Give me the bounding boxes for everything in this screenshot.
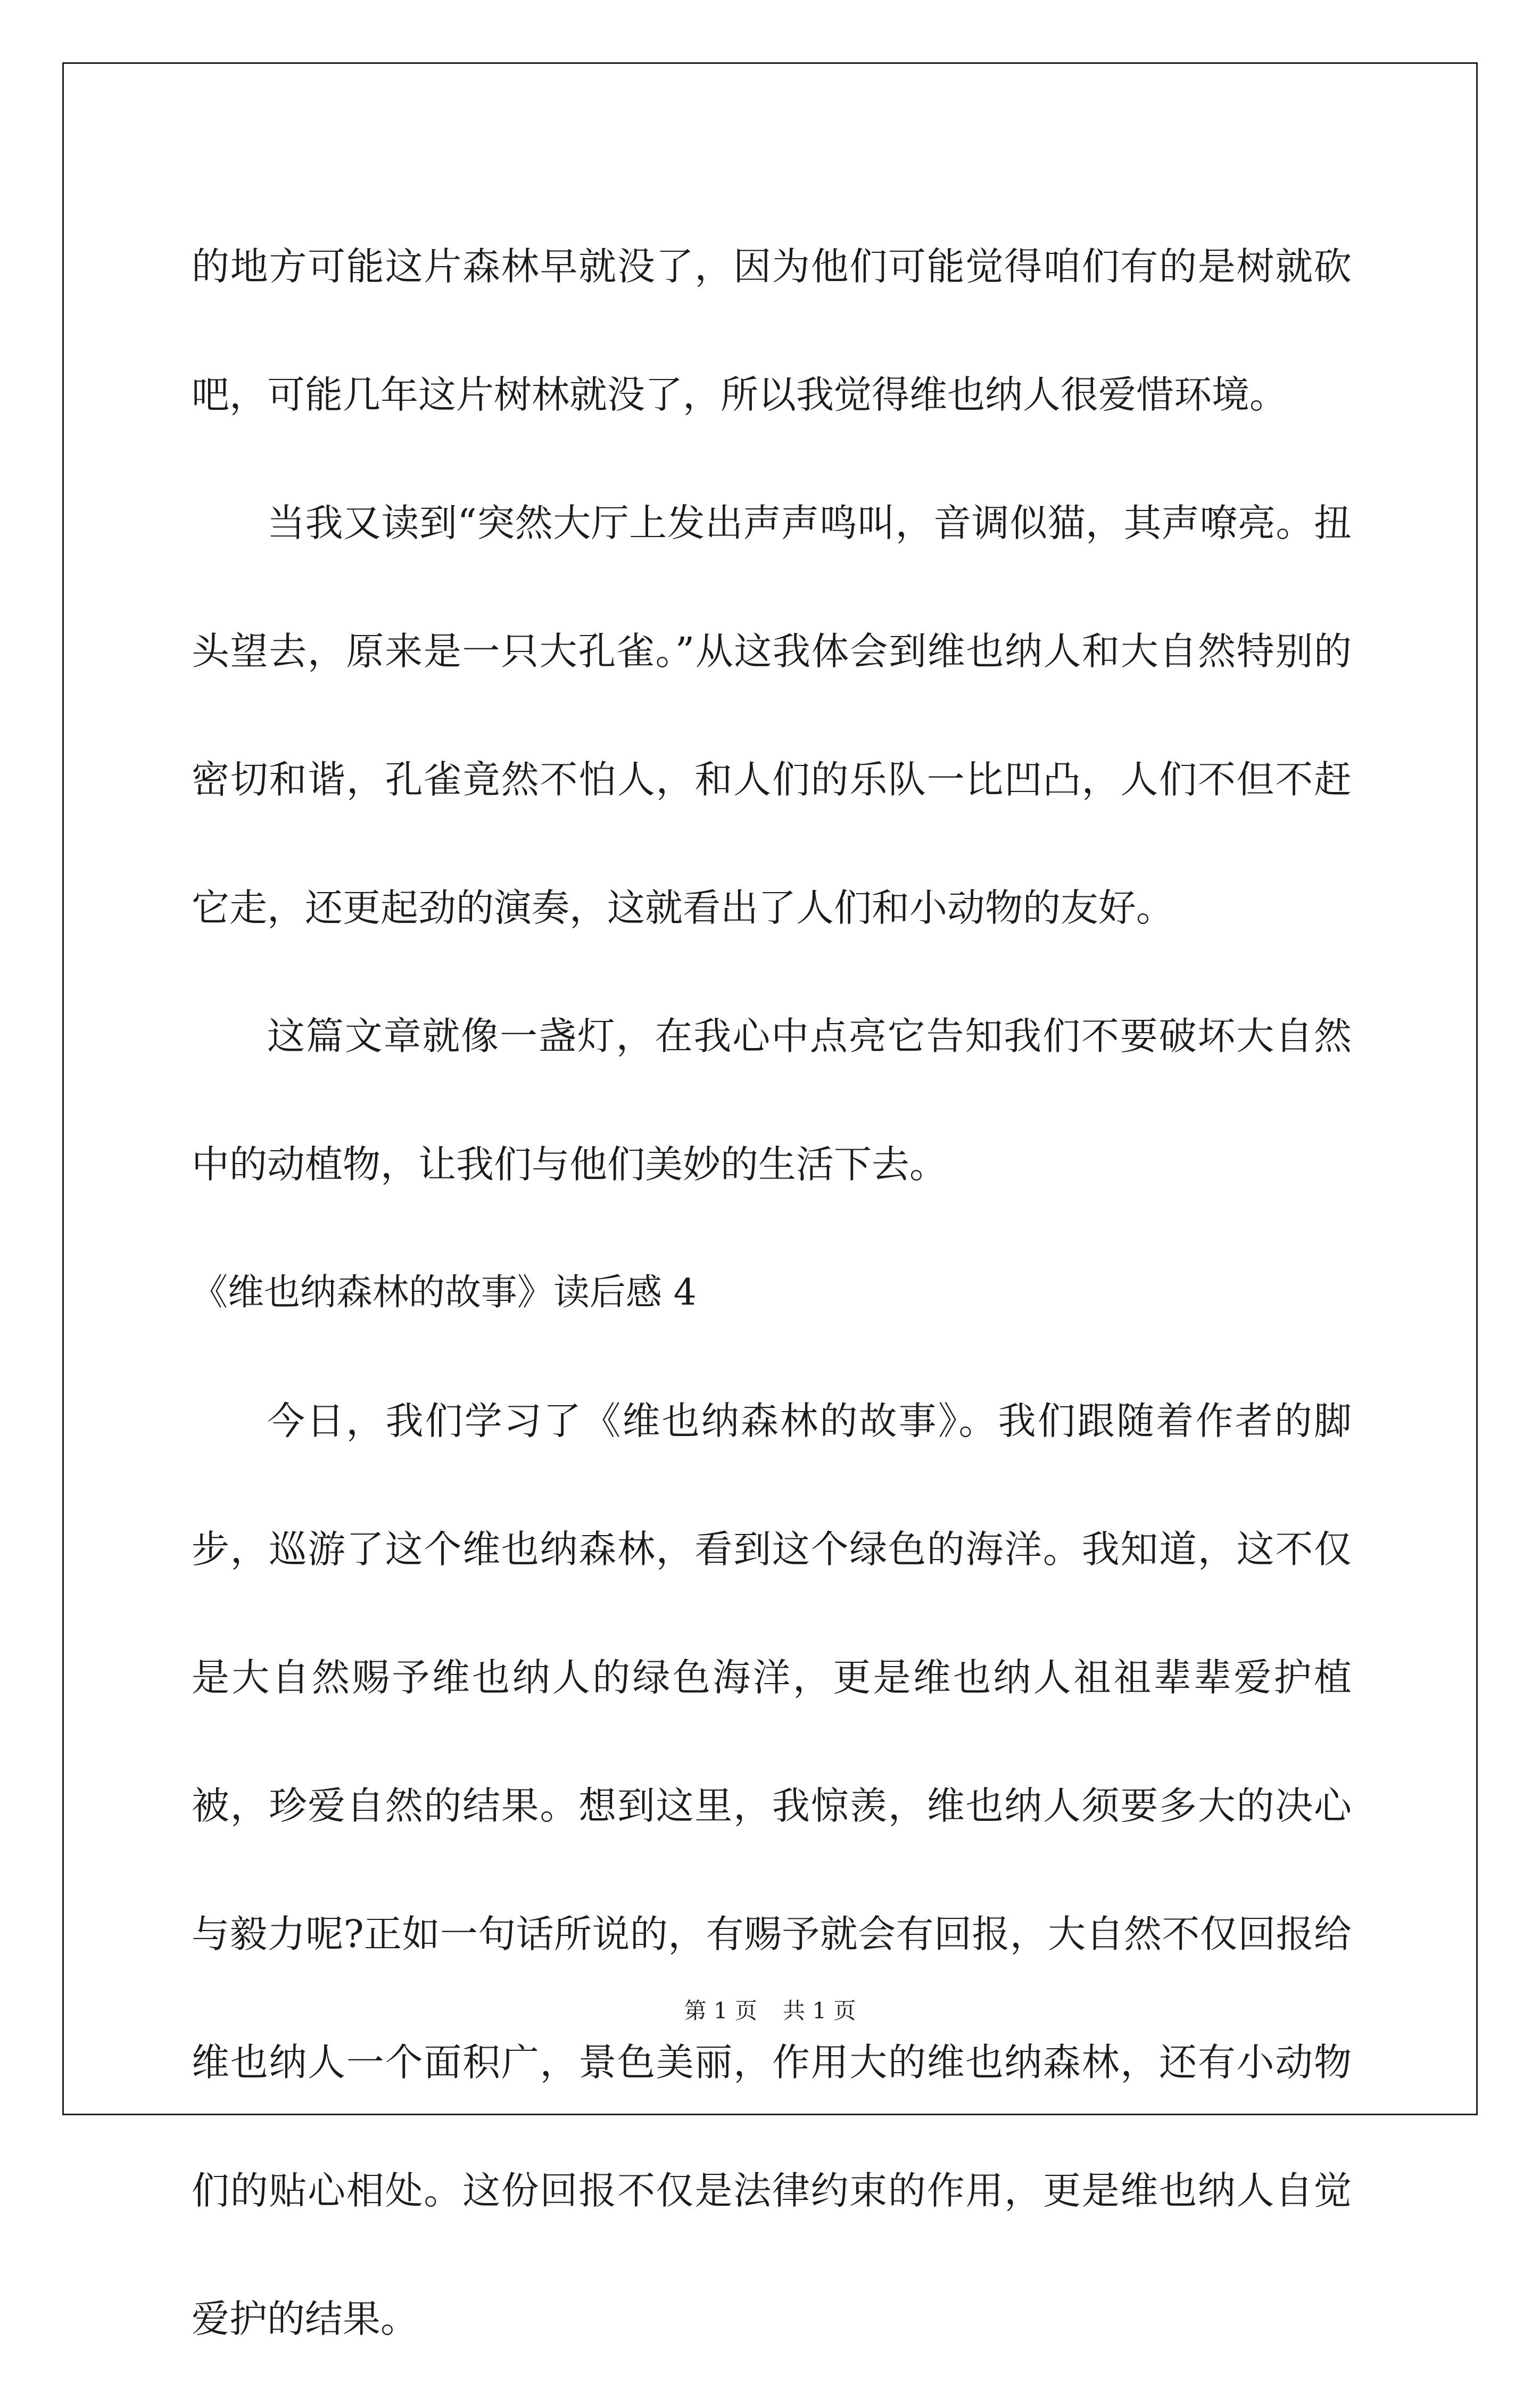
section-heading: 《维也纳森林的故事》读后感 4 [192, 1272, 697, 1314]
paragraph-continuation: 的地方可能这片森林早就没了，因为他们可能觉得咱们有的是树就砍吧，可能几年这片树林就没了，所以我觉得维也纳人很爱惜环境。 [192, 244, 1352, 417]
paragraph-lamp: 这篇文章就像一盏灯，在我心中点亮它告知我们不要破坏大自然中的动植物，让我们与他们美妙的生活下去。 [192, 1014, 1352, 1186]
page-footer [0, 1993, 1540, 2025]
page-number: 第 1 页 [684, 1998, 757, 2024]
paragraph-reflection: 今日，我们学习了《维也纳森林的故事》。我们跟随着作者的脚步，巡游了这个维也纳森林，看到这个绿色的海洋。我知道，这不仅是大自然赐予维也纳人的绿色海洋，更是维也纳人祖祖辈辈爱护植被，珍爱自然的结果。想到这里，我惊羡，维也纳人须要多大的决心与毅力呢?正如一句话所说的，有赐予就会有回报，大自然不仅回报给维也纳人一个面积广，景色美丽，作用大的维也纳森林，还有小动物们的贴心相处。这份回报不仅是法律约束的作用，更是维也纳人自觉爱护的结果。 [192, 1399, 1352, 2341]
paragraph-peacock: 当我又读到“突然大厅上发出声声鸣叫，音调似猫，其声嘹亮。扭头望去，原来是一只大孔雀。”从这我体会到维也纳人和大自然特别的密切和谐，孔雀竟然不怕人，和人们的乐队一比凹凸，人们不但不赶它走，还更起劲的演奏，这就看出了人们和小动物的友好。 [192, 501, 1352, 930]
page-total: 共 1 页 [783, 1998, 856, 2024]
